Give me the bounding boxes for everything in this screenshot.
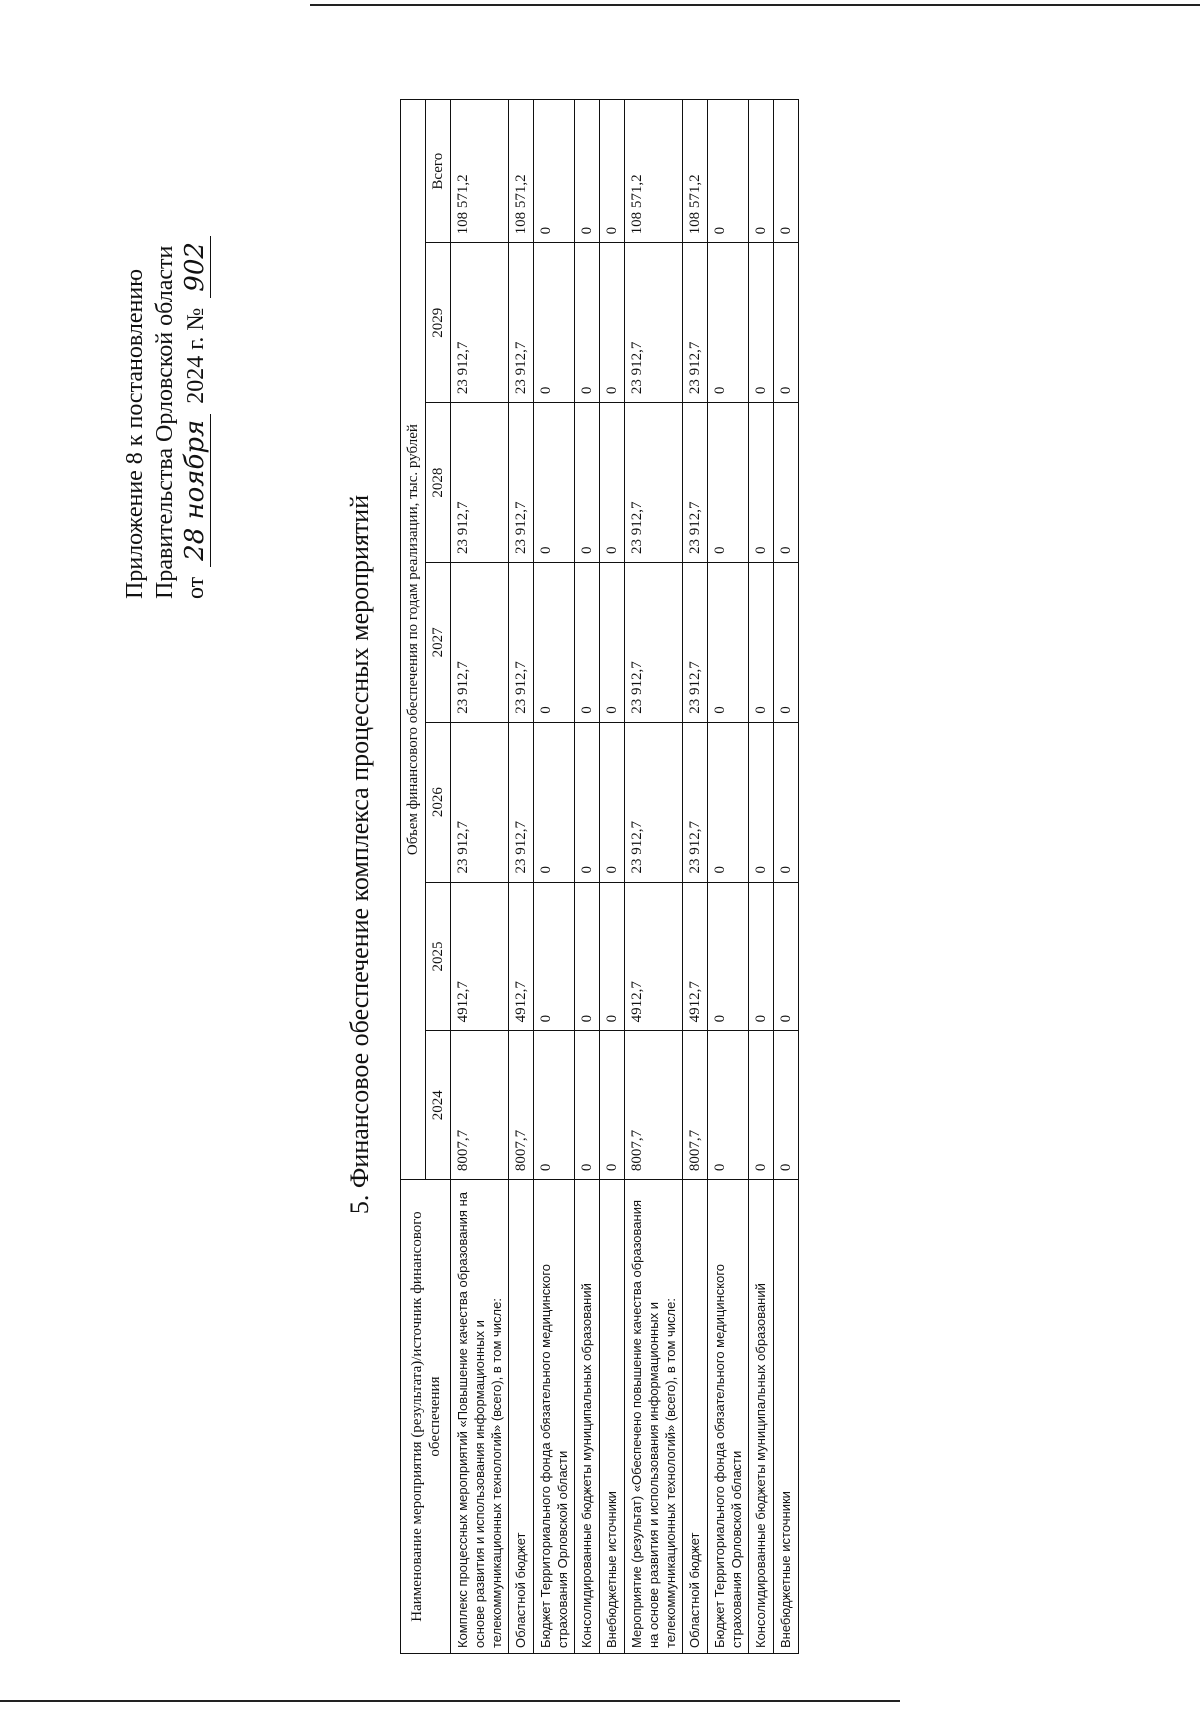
row-source-name: Мероприятие (результат) «Обеспечено повышение качества образования на основе развития и использования информационных и телекоммуникационных технологий» (всего), в том числе: xyxy=(625,1180,683,1654)
header-year: 2024 xyxy=(426,1031,451,1180)
table-row xyxy=(683,100,708,1654)
header-year: 2026 xyxy=(426,722,451,882)
appendix-prefix: от xyxy=(183,576,209,599)
table-header-row-1 xyxy=(401,100,426,1654)
row-value: 0 xyxy=(749,243,774,403)
row-value: 8007,7 xyxy=(509,1031,534,1180)
row-value: 0 xyxy=(774,100,799,243)
row-value: 0 xyxy=(708,722,749,882)
row-value: 0 xyxy=(575,403,600,563)
row-value: 0 xyxy=(774,243,799,403)
header-year: 2025 xyxy=(426,882,451,1031)
row-value: 0 xyxy=(534,100,575,243)
row-value: 4912,7 xyxy=(625,882,683,1031)
row-value: 108 571,2 xyxy=(509,100,534,243)
row-value: 23 912,7 xyxy=(451,243,509,403)
financing-table xyxy=(400,99,799,1654)
row-value: 0 xyxy=(708,562,749,722)
row-value: 0 xyxy=(534,403,575,563)
row-value: 0 xyxy=(749,562,774,722)
row-value: 0 xyxy=(774,722,799,882)
handwritten-date xyxy=(180,414,211,567)
row-value: 8007,7 xyxy=(451,1031,509,1180)
header-year: 2029 xyxy=(426,243,451,403)
table-row xyxy=(625,100,683,1654)
row-value: 0 xyxy=(749,722,774,882)
table-row xyxy=(534,100,575,1654)
row-value: 0 xyxy=(534,243,575,403)
row-value: 0 xyxy=(600,1031,625,1180)
table-row xyxy=(774,100,799,1654)
header-volume: Объем финансового обеспечения по годам реализации, тыс. рублей xyxy=(401,100,426,1180)
row-value: 0 xyxy=(600,722,625,882)
row-value: 23 912,7 xyxy=(625,562,683,722)
row-value: 23 912,7 xyxy=(509,403,534,563)
row-value: 23 912,7 xyxy=(625,243,683,403)
appendix-year: 2024 г. № xyxy=(183,307,209,404)
row-value: 0 xyxy=(575,562,600,722)
row-value: 23 912,7 xyxy=(451,722,509,882)
row-value: 0 xyxy=(708,882,749,1031)
row-value: 108 571,2 xyxy=(683,100,708,243)
row-source-name: Консолидированные бюджеты муниципальных образований xyxy=(749,1180,774,1654)
row-value: 0 xyxy=(600,403,625,563)
table-row xyxy=(451,100,509,1654)
header-year: Всего xyxy=(426,100,451,243)
row-value: 4912,7 xyxy=(451,882,509,1031)
row-value: 4912,7 xyxy=(509,882,534,1031)
row-value: 23 912,7 xyxy=(625,722,683,882)
row-value: 23 912,7 xyxy=(509,243,534,403)
row-value: 23 912,7 xyxy=(683,243,708,403)
row-source-name: Консолидированные бюджеты муниципальных образований xyxy=(575,1180,600,1654)
row-value: 0 xyxy=(600,100,625,243)
row-value: 0 xyxy=(600,882,625,1031)
row-value: 0 xyxy=(534,1031,575,1180)
row-source-name: Бюджет Территориального фонда обязательного медицинского страхования Орловской области xyxy=(534,1180,575,1654)
header-name: Наименование мероприятия (результата)/источник финансового обеспечения xyxy=(401,1180,451,1654)
row-value: 0 xyxy=(774,403,799,563)
row-value: 0 xyxy=(575,882,600,1031)
row-value: 4912,7 xyxy=(683,882,708,1031)
row-source-name: Внебюджетные источники xyxy=(600,1180,625,1654)
handwritten-number: 902 xyxy=(180,236,211,298)
row-value: 0 xyxy=(575,1031,600,1180)
appendix-date-line xyxy=(180,39,211,599)
appendix-line-1: Приложение 8 к постановлению xyxy=(122,268,148,599)
row-value: 8007,7 xyxy=(625,1031,683,1180)
appendix-block xyxy=(120,39,211,599)
row-value: 0 xyxy=(600,243,625,403)
row-value: 0 xyxy=(575,243,600,403)
row-value: 0 xyxy=(749,403,774,563)
row-value: 0 xyxy=(708,100,749,243)
row-value: 23 912,7 xyxy=(683,562,708,722)
row-value: 0 xyxy=(774,562,799,722)
row-value: 23 912,7 xyxy=(451,403,509,563)
row-value: 108 571,2 xyxy=(625,100,683,243)
row-value: 0 xyxy=(774,882,799,1031)
handwritten-month: ноября xyxy=(180,419,210,520)
row-value: 0 xyxy=(575,722,600,882)
header-year: 2028 xyxy=(426,403,451,563)
row-source-name: Комплекс процессных мероприятий «Повышение качества образования на основе развития и использования информационных и телекоммуникационных технологий» (всего), в том числе: xyxy=(451,1180,509,1654)
row-value: 0 xyxy=(749,882,774,1031)
table-row xyxy=(600,100,625,1654)
row-value: 0 xyxy=(534,882,575,1031)
header-year: 2027 xyxy=(426,562,451,722)
row-value: 0 xyxy=(708,1031,749,1180)
row-value: 23 912,7 xyxy=(683,722,708,882)
row-value: 0 xyxy=(708,243,749,403)
row-source-name: Бюджет Территориального фонда обязательного медицинского страхования Орловской области xyxy=(708,1180,749,1654)
row-value: 0 xyxy=(534,722,575,882)
row-value: 0 xyxy=(749,1031,774,1180)
table-body xyxy=(451,100,799,1654)
row-value: 0 xyxy=(774,1031,799,1180)
row-value: 0 xyxy=(749,100,774,243)
table-row xyxy=(509,100,534,1654)
table-row xyxy=(708,100,749,1654)
row-value: 23 912,7 xyxy=(509,722,534,882)
row-value: 23 912,7 xyxy=(625,403,683,563)
row-value: 23 912,7 xyxy=(683,403,708,563)
appendix-line-2: Правительства Орловской области xyxy=(152,245,178,599)
row-source-name: Внебюджетные источники xyxy=(774,1180,799,1654)
row-value: 0 xyxy=(575,100,600,243)
row-value: 0 xyxy=(600,562,625,722)
row-value: 8007,7 xyxy=(683,1031,708,1180)
table-row xyxy=(575,100,600,1654)
handwritten-day: 28 xyxy=(180,527,210,561)
row-source-name: Областной бюджет xyxy=(683,1180,708,1654)
section-title: 5. Финансовое обеспечение комплекса процессных мероприятий xyxy=(345,494,374,1215)
row-value: 108 571,2 xyxy=(451,100,509,243)
row-value: 23 912,7 xyxy=(451,562,509,722)
row-source-name: Областной бюджет xyxy=(509,1180,534,1654)
row-value: 0 xyxy=(534,562,575,722)
table-row xyxy=(749,100,774,1654)
row-value: 0 xyxy=(708,403,749,563)
row-value: 23 912,7 xyxy=(509,562,534,722)
